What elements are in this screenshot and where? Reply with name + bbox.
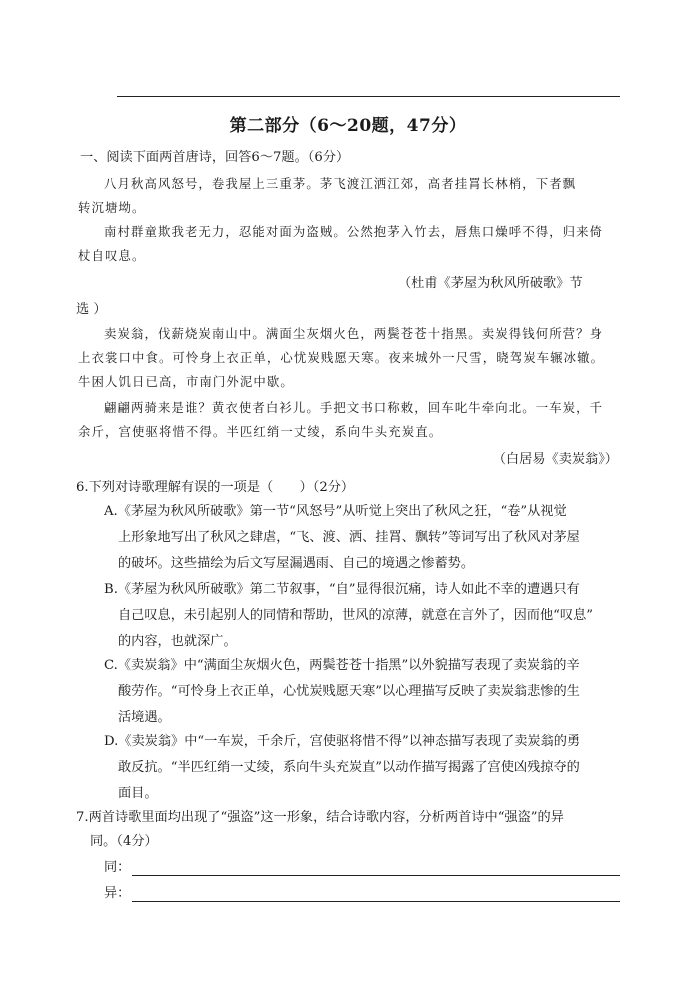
q6-option-a: 的破坏。这些描绘为后文写屋漏遇雨、自己的境遇之惨蓄势。 [118,556,475,571]
poem2-line: 翩翩两骑来是谁？黄衣使者白衫儿。手把文书口称敕，回车叱牛牵向北。一车炭，千 [104,400,604,415]
q6-option-b: 的内容，也就深广。 [118,634,237,649]
q6-option-c: 酸劳作。“可怜身上衣正单，心忧炭贱愿天寒”以心理描写反映了卖炭翁悲惨的生 [118,684,580,699]
q6-option-b: B.《茅屋为秋风所破歌》第二节叙事，“自”显得很沉痛，诗人如此不幸的遭遇只有 [104,582,580,597]
poem2-line: 卖炭翁，伐薪烧炭南山中。满面尘灰烟火色，两鬓苍苍十指黑。卖炭得钱何所营？身 [104,326,604,341]
poem1-source: 选 ） [76,302,107,317]
poem2-line: 牛困人饥日已高，市南门外泥中歇。 [78,374,294,389]
q7-same-label: 同： [104,860,131,875]
poem1-line: 八月秋高风怒号，卷我屋上三重茅。茅飞渡江洒江郊，高者挂罥长林梢，下者飘 [104,176,577,191]
q6-option-d: D.《卖炭翁》中“一车炭，千余斤，宫使驱将惜不得”以神态描写表现了卖炭翁的勇 [104,734,581,749]
poem1-source: （杜甫《茅屋为秋风所破歌》节 [398,276,583,291]
q6-option-c: C.《卖炭翁》中“满面尘灰烟火色，两鬓苍苍十指黑”以外貌描写表现了卖炭翁的辛 [104,658,580,673]
q7-same-answer-line[interactable] [132,875,620,876]
q6-option-a: 上形象地写出了秋风之肆虐，“飞、渡、洒、挂罥、飘转”等词写出了秋风对茅屋 [118,530,580,545]
q6-option-c: 活境遇。 [118,710,171,725]
q7-stem: 同。（4分） [90,834,158,849]
poem1-line: 转沉塘坳。 [78,200,146,215]
poem1-line: 南村群童欺我老无力，忍能对面为盗贼。公然抱茅入竹去，唇焦口燥呼不得，归来倚 [104,224,604,239]
header-rule [117,96,620,97]
q6-stem: 6.下列对诗歌理解有误的一项是（ ）（2分） [76,480,355,495]
q7-stem: 7.两首诗歌里面均出现了“强盗”这一形象，结合诗歌内容，分析两首诗中“强盗”的异 [76,810,564,825]
q7-diff-label: 异： [104,886,131,901]
q6-option-d: 面目。 [118,786,158,801]
q6-option-a: A.《茅屋为秋风所破歌》第一节“风怒号”从听觉上突出了秋风之狂，“卷”从视觉 [104,504,567,519]
q6-option-b: 自己叹息，未引起别人的同情和帮助，世风的凉薄，就意在言外了，因而他“叹息” [118,608,594,623]
poem2-line: 上衣裳口中食。可怜身上衣正单，心忧炭贱愿天寒。夜来城外一尺雪，晓驾炭车辗冰辙。 [78,350,605,365]
q6-option-d: 敢反抗。“半匹红绡一丈绫，系向牛头充炭直”以动作描写揭露了宫使凶残掠夺的 [118,760,580,775]
question-group-header: 一、阅读下面两首唐诗，回答6～7题。（6分） [80,150,350,165]
section-title: 第二部分（6～20题，47分） [229,116,467,136]
poem1-line: 杖自叹息。 [78,248,146,263]
poem2-source: （白居易《卖炭翁》） [492,452,618,467]
q7-diff-answer-line[interactable] [132,901,620,902]
poem2-line: 余斤，宫使驱将惜不得。半匹红绡一丈绫，系向牛头充炭直。 [78,424,443,439]
